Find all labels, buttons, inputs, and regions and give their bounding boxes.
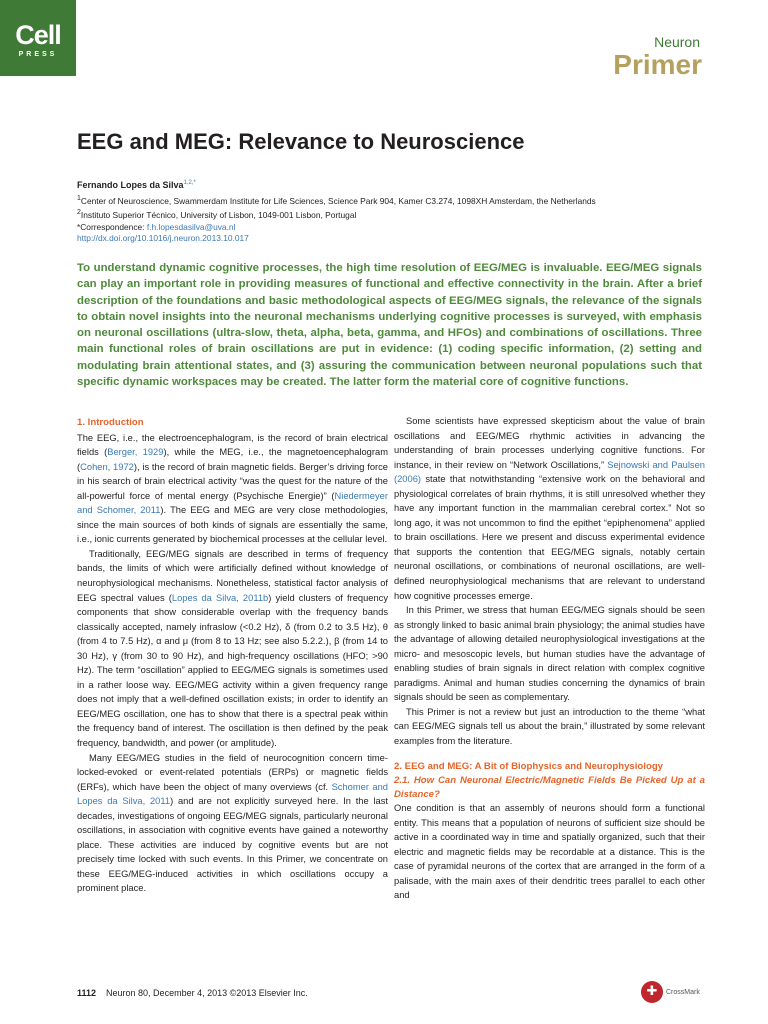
affiliation-2-text: Instituto Superior Técnico, University of Lisbon, 1049-001 Lisbon, Portugal — [80, 210, 357, 221]
p1-text-d: ). The EEG and MEG are very close methodologies, since the main sources of both kinds of signals are essentially the same, i.e., ionic currents generated by biochemical processes at the cellular level. — [77, 505, 388, 545]
correspondence — [77, 222, 596, 234]
journal-name: Neuron — [654, 34, 700, 50]
ref-cohen-1972[interactable]: Cohen, 1972 — [80, 461, 134, 472]
crossmark-icon: ✚ — [641, 981, 663, 1003]
paragraph-6: This Primer is not a review but just an introduction to the theme “what can EEG/MEG signals tell us about the brain,” illustrated by some relevant examples from the literature. — [394, 706, 705, 747]
page-number: 1112 — [77, 988, 97, 998]
correspondence-label: *Correspondence: — [77, 221, 147, 232]
p1-text-b: ), while the MEG, i.e., the magnetoencephalogram ( — [77, 447, 388, 472]
p4-text-b: state that notwithstanding “extensive work on the behavioral and physiological correlates of brain rhythms, it is still unresolved whether they have any important function in the mammalian cerebral cortex.” Not so long ago, it was not uncommon to find the epithet “epiphenomena” applied to brain oscillations. Here we present and discuss experimental evidence that supports the contention that EEG/MEG signals, notably certain neuronal oscillations, or combinations of neuronal oscillations, are well-defined neurophysiological mechanisms that are relevant to understand how cognitive processes emerge. — [394, 474, 705, 601]
p3-text-a: Many EEG/MEG studies in the field of neurocognition concern time-locked-evoked or event-related potentials (ERPs) or magnetic fields (ERFs), which have been the object of many overviews (cf. — [77, 752, 388, 792]
author-name: Fernando Lopes da Silva — [77, 180, 184, 190]
section-2-heading: 2. EEG and MEG: A Bit of Biophysics and Neurophysiology — [394, 760, 664, 772]
author-superscript: 1,2,* — [183, 180, 196, 186]
ref-sejnowski-paulsen-2006[interactable]: Sejnowski and Paulsen (2006) — [394, 459, 705, 485]
affiliation-2-sup: 2 — [77, 209, 81, 217]
paragraph-1 — [77, 431, 388, 547]
section-2-1-heading: 2.1. How Can Neuronal Electric/Magnetic Fields Be Picked Up at a Distance? — [394, 775, 705, 800]
paragraph-5: In this Primer, we stress that human EEG/MEG signals should be seen as strongly linked to basic animal brain physiology; the animal studies have the advantage of allowing detailed neurophysiological investigations at the micro- and mesoscopic levels, but human studies have the advantage of enabling studies of brain signals in direct relation with complex cognitive paradigms. Animal and human studies concerning the dynamics of brain signals should be seen as complementary. — [394, 605, 705, 703]
p2-text-b: ) yield clusters of frequency components that show considerable overlap with the frequency bands classically accepted, namely infraslow (<0.2 Hz), δ (from 0.2 to 3.5 Hz), θ (from 4 to 7.5 Hz), α and μ (from 8 to 13 Hz; see also 5.2.2.), β (from 14 to 30 Hz), γ (from 30 to 90 Hz), and high-frequency oscillations (HFO; >90 Hz). The term “oscillation” applied to EEG/MEG signals is sometimes used in a rather loose way. EEG/MEG activity within a given frequency range does not imply that a well-defined oscillation exists; in order to identify an EEG/MEG oscillation, one has to show that there is a spectral peak within the frequency band of interest. The oscillation is then defined by the peak frequency, bandwidth, and power (or amplitude). — [77, 592, 389, 748]
p3-text-b: ) and are not explicitly surveyed here. In the last decades, investigations of ongoing EEG/MEG signals, particularly neuronal oscillations, in association with cognitive events have gained a noteworthy place. These activities are induced by cognitive events but are not precisely time locked with such events. In this Primer, we concentrate on these EEG/MEG-induced activities in which oscillations occupy a prominent place. — [77, 796, 388, 894]
ref-lopes-da-silva-2011b[interactable]: Lopes da Silva, 2011b — [171, 592, 269, 603]
paragraph-7: One condition is that an assembly of neurons should form a functional entity. This means that a population of neurons of sufficient size should be active in a coordinated way in time and spatially organized, such that their electric and magnetic fields may be recordable at a distance. This is the case of pyramidal neurons of the cortex that are arranged in the form of a palisade, with the main axes of their dendritic trees parallel to each other and — [394, 803, 705, 901]
p1-text-a: The EEG, i.e., the electroencephalogram, is the record of brain electrical fields ( — [77, 432, 388, 458]
email-link[interactable]: f.h.lopesdasilva@uva.nl — [146, 221, 236, 232]
ref-schomer-lopes-da-silva-2011[interactable]: Schomer and Lopes da Silva, 2011 — [77, 781, 388, 807]
logo-cell-text: Cell — [15, 20, 61, 50]
page-footer — [77, 988, 308, 998]
affiliations — [77, 193, 596, 245]
right-column — [394, 414, 705, 903]
logo-press-text: PRESS — [18, 51, 58, 58]
left-column — [77, 416, 388, 896]
p2-text-a: Traditionally, EEG/MEG signals are described in terms of frequency bands, the limits of which were artificially defined without knowledge of neurophysiological mechanisms. Nonetheless, statistical factor analysis of EEG spectral values ( — [77, 548, 388, 603]
section-gap — [394, 749, 705, 760]
paragraph-4 — [394, 414, 705, 603]
article-title: EEG and MEG: Relevance to Neuroscience — [77, 129, 525, 154]
crossmark-label: CrossMark — [666, 988, 700, 996]
author-line — [77, 180, 196, 191]
p4-text-a: Some scientists have expressed skepticism about the value of brain oscillations and EEG/MEG rhythmic activities in advancing the understanding of brain processes underlying cognitive functions. For instance, in their review on “Network Oscillations,” — [394, 416, 705, 470]
paragraph-3 — [77, 751, 388, 896]
affiliation-2 — [77, 207, 596, 221]
affiliation-1-text: Center of Neuroscience, Swammerdam Institute for Life Sciences, Science Park 904, Kamer C3.274, 1098XH Amsterdam, the Netherlands — [80, 195, 596, 206]
ref-berger-1929[interactable]: Berger, 1929 — [107, 447, 164, 458]
footer-citation: Neuron 80, December 4, 2013 ©2013 Elsevier Inc. — [106, 988, 308, 998]
section-label: Primer — [613, 49, 702, 80]
affiliation-1-sup: 1 — [77, 195, 81, 202]
affiliation-1 — [77, 193, 596, 207]
abstract: To understand dynamic cognitive processes, the high time resolution of EEG/MEG is invaluable. EEG/MEG signals can play an important role in providing measures of functional and effective connectivity in the brain. After a brief description of the foundations and basic methodological aspects of EEG/MEG signals, the relevance of the signals to obtain novel insights into the neuronal mechanisms underlying cognitive processes is surveyed, with emphasis on neuronal oscillations (ultra-slow, theta, alpha, beta, gamma, and HFOs) and combinations of oscillations. Three main functional roles of brain oscillations are put in evidence: (1) coding specific information, (2) setting and modulating brain attentional states, and (3) assuring the communication between neuronal populations such that specific dynamic workspaces may be created. The latter form the material core of cognitive functions. — [77, 262, 702, 389]
p1-text-c: ), is the record of brain magnetic fields. Berger’s driving force in his search of brain electrical activity “was the quest for the nature of the all-powerful force of mental energy (Psychische Energie)” ( — [77, 461, 388, 501]
crossmark-badge[interactable] — [641, 981, 700, 1003]
paragraph-2 — [77, 547, 388, 751]
cell-press-logo[interactable] — [0, 0, 76, 76]
doi-link[interactable]: http://dx.doi.org/10.1016/j.neuron.2013.10.017 — [77, 233, 249, 244]
ref-niedermeyer-schomer-2011[interactable]: Niedermeyer and Schomer, 2011 — [77, 490, 388, 516]
section-1-heading: 1. Introduction — [77, 417, 144, 428]
